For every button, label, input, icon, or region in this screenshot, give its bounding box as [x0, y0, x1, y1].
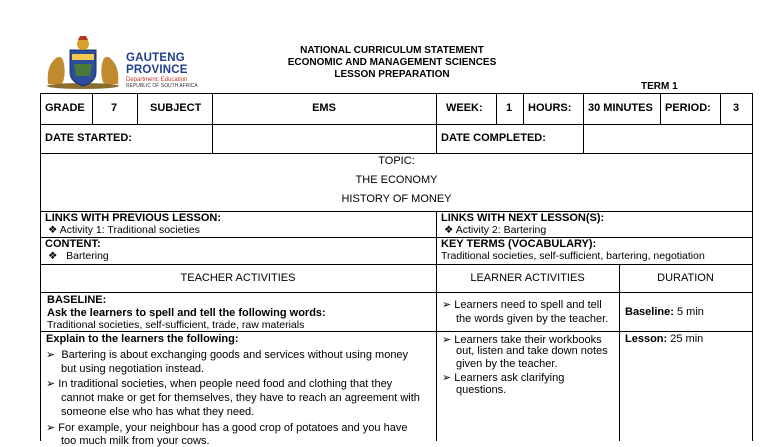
- arrow-bullet-icon: ➢: [442, 372, 455, 384]
- previous-lesson-item: [48, 224, 200, 236]
- subject-value: EMS: [312, 102, 336, 114]
- term-label: TERM 1: [641, 81, 678, 92]
- subject-label: SUBJECT: [150, 102, 202, 114]
- header-line-1: NATIONAL CURRICULUM STATEMENT: [300, 45, 484, 56]
- lesson-p1-text-1: Bartering is about exchanging goods and services without using money: [61, 349, 409, 361]
- date-started-label: DATE STARTED:: [45, 132, 132, 144]
- diamond-bullet-icon: ❖: [48, 224, 60, 236]
- lesson-paragraph-3-line-2: too much milk from your cows.: [61, 435, 210, 447]
- topic-label: TOPIC:: [378, 155, 415, 167]
- date-completed-label: DATE COMPLETED:: [441, 132, 546, 144]
- baseline-duration: [625, 306, 704, 318]
- key-terms-value: Traditional societies, self-sufficient, bartering, negotiation: [441, 250, 705, 262]
- previous-lesson-text: Activity 1: Traditional societies: [59, 224, 200, 236]
- baseline-learner-line-2: the words given by the teacher.: [456, 313, 609, 325]
- grade-label: GRADE: [45, 102, 85, 114]
- lesson-paragraph-2-line-1: [46, 377, 392, 390]
- lesson-duration-value: 25 min: [670, 333, 704, 345]
- baseline-learner-line-1: [442, 298, 602, 311]
- lesson-learner-text-1: Learners take their workbooks: [454, 334, 602, 346]
- lesson-p3-text-1: For example, your neighbour has a good crop of potatoes and you have: [58, 422, 408, 434]
- lesson-learner-line-5: questions.: [456, 384, 507, 396]
- lesson-learner-line-3: given by the teacher.: [456, 358, 558, 370]
- diamond-bullet-icon: ❖: [48, 250, 67, 262]
- baseline-learner-text-1: Learners need to spell and tell: [454, 299, 602, 311]
- period-label: PERIOD:: [665, 102, 711, 114]
- lesson-learner-line-4: [442, 371, 564, 384]
- header-line-2: ECONOMIC AND MANAGEMENT SCIENCES: [287, 57, 497, 68]
- week-value: 1: [506, 102, 513, 114]
- arrow-bullet-icon: ➢: [442, 334, 455, 346]
- lesson-duration-label: Lesson:: [625, 333, 668, 345]
- next-lesson-text: Activity 2: Bartering: [455, 224, 547, 236]
- topic-line-1: THE ECONOMY: [355, 174, 438, 186]
- republic-name: REPUBLIC OF SOUTH AFRICA: [126, 83, 198, 89]
- baseline-instruction: Ask the learners to spell and tell the following words:: [47, 307, 326, 319]
- teacher-activities-header: TEACHER ACTIVITIES: [180, 272, 296, 284]
- header-line-3: LESSON PREPARATION: [334, 69, 450, 80]
- department-name: Department: Education: [126, 77, 188, 83]
- org-name: GAUTENG PROVINCE: [126, 52, 188, 76]
- baseline-duration-label: Baseline:: [625, 306, 674, 318]
- grade-value: 7: [111, 102, 118, 114]
- explain-label: Explain to the learners the following:: [46, 333, 239, 345]
- next-lesson-item: [444, 224, 546, 236]
- lesson-duration: [625, 333, 703, 345]
- learner-activities-header: LEARNER ACTIVITIES: [470, 272, 585, 284]
- baseline-words: Traditional societies, self-sufficient, trade, raw materials: [47, 319, 305, 331]
- lesson-p2-text-1: In traditional societies, when people need food and clothing that they: [58, 378, 393, 390]
- next-lesson-label: LINKS WITH NEXT LESSON(S):: [441, 212, 605, 224]
- duration-header: DURATION: [657, 272, 714, 284]
- previous-lesson-label: LINKS WITH PREVIOUS LESSON:: [45, 212, 222, 224]
- topic-line-2: HISTORY OF MONEY: [341, 193, 452, 205]
- arrow-bullet-icon: ➢: [46, 422, 59, 434]
- diamond-bullet-icon: ❖: [444, 224, 456, 236]
- lesson-paragraph-2-line-2: cannot make or get for themselves, they have to reach an agreement with: [61, 392, 420, 404]
- content-text: Bartering: [66, 250, 109, 262]
- content-item: [48, 250, 109, 262]
- hours-value: 30 MINUTES: [588, 102, 653, 114]
- week-label: WEEK:: [446, 102, 483, 114]
- arrow-bullet-icon: ➢: [46, 349, 62, 361]
- baseline-label: BASELINE:: [47, 294, 107, 306]
- content-label: CONTENT:: [45, 238, 101, 250]
- lesson-paragraph-1-line-2: but using negotiation instead.: [61, 363, 205, 375]
- lesson-learner-line-2: out, listen and take down notes: [456, 345, 608, 357]
- lesson-paragraph-1-line-1: [46, 348, 408, 361]
- hours-label: HOURS:: [528, 102, 572, 114]
- lesson-paragraph-2-line-3: someone else who has what they need.: [61, 406, 255, 418]
- lesson-learner-text-2: Learners ask clarifying: [454, 372, 565, 384]
- baseline-duration-value: 5 min: [676, 306, 704, 318]
- period-value: 3: [733, 102, 740, 114]
- arrow-bullet-icon: ➢: [46, 378, 59, 390]
- key-terms-label: KEY TERMS (VOCABULARY):: [441, 238, 597, 250]
- arrow-bullet-icon: ➢: [442, 299, 455, 311]
- lesson-paragraph-3-line-1: [46, 421, 407, 434]
